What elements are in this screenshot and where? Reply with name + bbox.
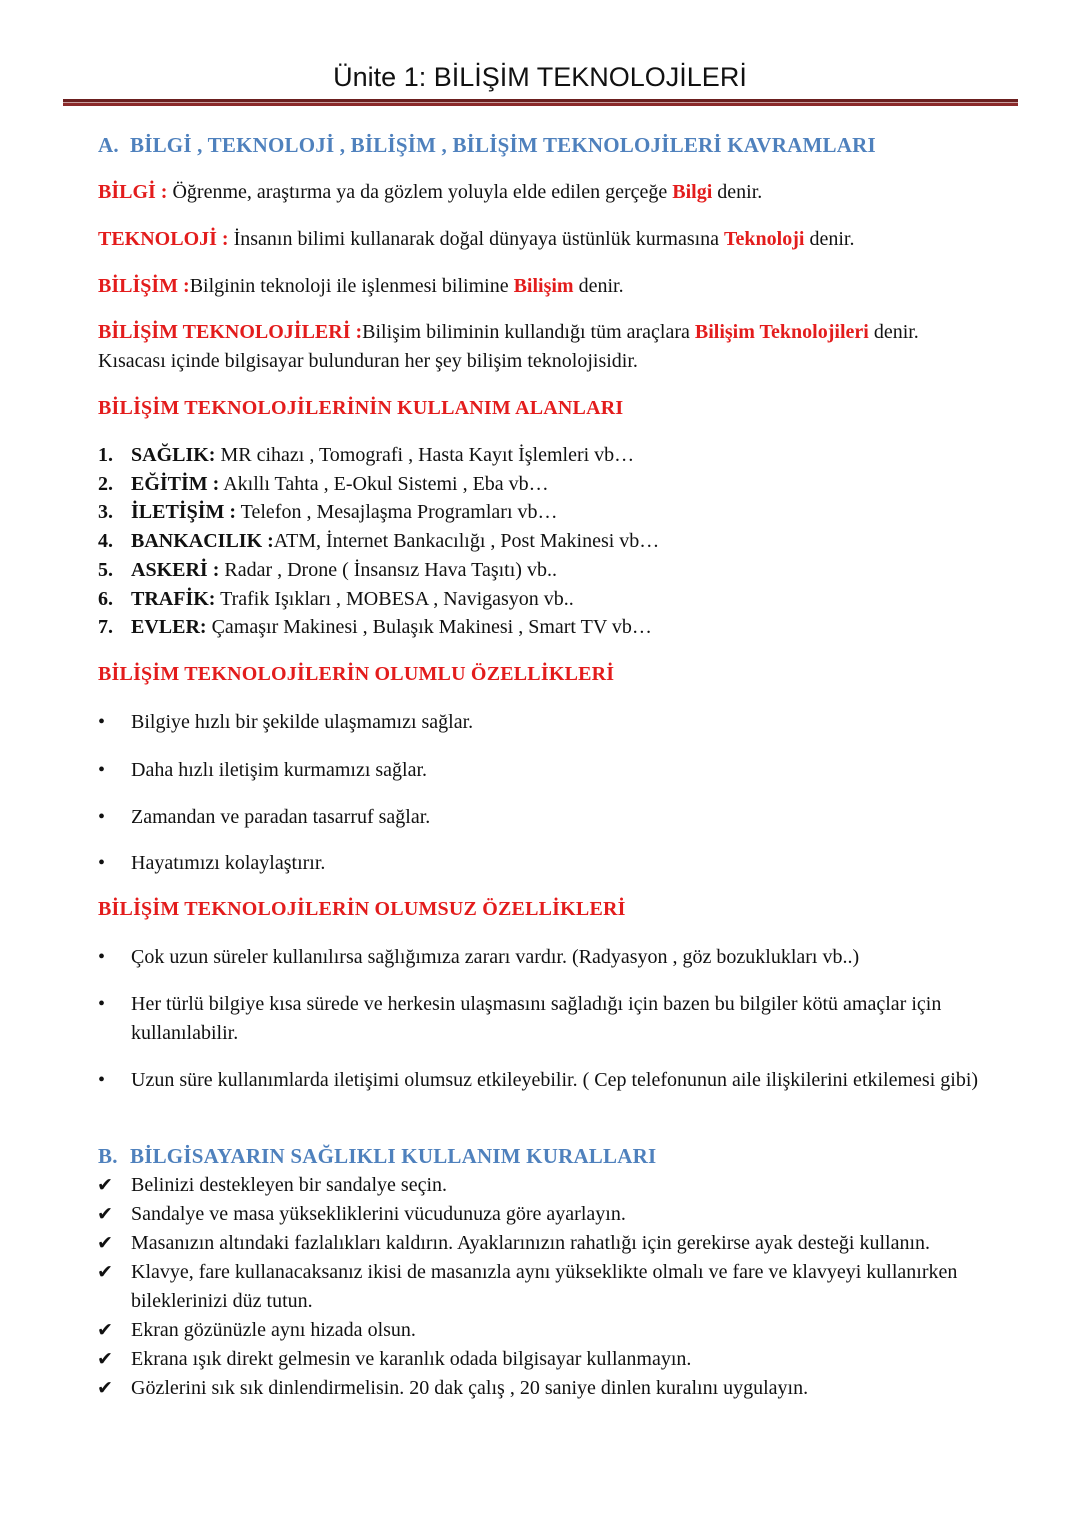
list-item: [98, 849, 1021, 878]
list-item-text: Gözlerini sık sık dinlendirmelisin. 20 dak çalış , 20 saniye dinlen kuralını uygulayın.: [131, 1377, 809, 1399]
usage-label: EVLER:: [131, 616, 207, 639]
definition-text: Bilginin teknoloji ile işlenmesi bilimine: [189, 275, 514, 297]
list-item: [98, 1171, 1018, 1200]
list-item: [98, 1316, 1018, 1345]
list-item-text: Ekran gözünüzle aynı hizada olsun.: [131, 1319, 416, 1341]
usage-text: Çamaşır Makinesi , Bulaşık Makinesi , Smart TV vb…: [206, 616, 652, 639]
list-item-text: Ekrana ışık direkt gelmesin ve karanlık odada bilgisayar kullanmayın.: [131, 1348, 692, 1370]
definition-highlight: Teknoloji: [724, 228, 805, 250]
list-item: [98, 1066, 1021, 1095]
list-item-text: Klavye, fare kullanacaksanız ikisi de masanızla aynı yükseklikte olmalı ve fare ve klavyeyi kullanırken bileklerinizi düz tutun.: [131, 1261, 958, 1312]
usage-label: ASKERİ :: [131, 558, 220, 581]
list-item-text: Zamandan ve paradan tasarruf sağlar.: [131, 806, 431, 828]
definition-teknoloji: [98, 225, 1018, 254]
checkmark-icon: ✔: [97, 1203, 113, 1225]
definition-end: denir.: [804, 228, 855, 250]
bullet-icon: •: [98, 993, 106, 1015]
list-number: 7.: [98, 616, 113, 639]
list-number: 3.: [98, 501, 113, 524]
checkmark-icon: ✔: [97, 1174, 113, 1196]
usage-label: TRAFİK:: [131, 587, 216, 610]
definition-text: İnsanın bilimi kullanarak doğal dünyaya üstünlük kurmasına: [233, 228, 725, 250]
list-item: [98, 613, 1018, 642]
list-item: [98, 990, 1021, 1048]
usage-label: İLETİŞİM :: [131, 501, 237, 524]
list-item: [98, 1374, 1018, 1403]
checkmark-icon: ✔: [97, 1261, 113, 1283]
bullet-icon: •: [98, 759, 106, 781]
usage-heading: BİLİŞİM TEKNOLOJİLERİNİN KULLANIM ALANLARI: [98, 397, 624, 419]
title-underline: [63, 99, 1018, 106]
list-item: [98, 1258, 1018, 1316]
list-item: [98, 1345, 1018, 1374]
usage-text: ATM, İnternet Bankacılığı , Post Makinesi vb…: [273, 530, 660, 553]
list-item-text: Masanızın altındaki fazlalıkları kaldırın. Ayaklarınızın rahatlığı için gerekirse ayak desteği kullanın.: [131, 1232, 931, 1254]
list-item: [98, 556, 1018, 585]
negative-heading: BİLİŞİM TEKNOLOJİLERİN OLUMSUZ ÖZELLİKLERİ: [98, 898, 626, 920]
usage-label: BANKACILIK :: [131, 530, 274, 553]
list-number: 5.: [98, 558, 113, 581]
section-b-title: BİLGİSAYARIN SAĞLIKLI KULLANIM KURALLARI: [130, 1144, 657, 1168]
usage-list: [98, 441, 1018, 642]
definition-end: denir.: [573, 275, 624, 297]
definition-end: denir.: [868, 321, 919, 343]
bullet-icon: •: [98, 806, 106, 828]
definition-highlight: Bilişim Teknolojileri: [694, 321, 869, 343]
section-a-title: BİLGİ , TEKNOLOJİ , BİLİŞİM , BİLİŞİM TEKNOLOJİLERİ KAVRAMLARI: [130, 133, 876, 157]
definition-bilisim: [98, 272, 1018, 301]
list-item-text: Daha hızlı iletişim kurmamızı sağlar.: [131, 759, 428, 781]
list-number: 4.: [98, 530, 113, 553]
checkmark-icon: ✔: [97, 1348, 113, 1370]
bullet-icon: •: [98, 711, 106, 733]
list-item-text: Her türlü bilgiye kısa sürede ve herkesin ulaşmasını sağladığı için bazen bu bilgiler kötü amaçlar için kullanılabilir.: [131, 993, 942, 1044]
definition-text: Bilişim biliminin kullandığı tüm araçlara: [362, 321, 695, 343]
section-b-heading: [98, 1144, 656, 1169]
list-item: [98, 1200, 1018, 1229]
list-item: [98, 943, 1021, 972]
checkmark-icon: ✔: [97, 1377, 113, 1399]
checkmark-icon: ✔: [97, 1319, 113, 1341]
definition-bilisim-teknolojileri: [98, 318, 1018, 376]
health-rules-list: [98, 1171, 1018, 1403]
checkmark-icon: ✔: [97, 1232, 113, 1254]
definition-highlight: Bilgi: [672, 181, 713, 203]
positive-heading: BİLİŞİM TEKNOLOJİLERİN OLUMLU ÖZELLİKLERİ: [98, 663, 615, 685]
list-item: [98, 756, 1021, 785]
bullet-icon: •: [98, 946, 106, 968]
usage-text: Telefon , Mesajlaşma Programları vb…: [236, 501, 558, 524]
list-item: [98, 441, 1018, 470]
definition-term: BİLGİ :: [98, 181, 173, 203]
list-number: 1.: [98, 444, 113, 466]
list-item: [98, 470, 1018, 499]
list-item: [98, 498, 1018, 527]
definition-term: TEKNOLOJİ :: [98, 228, 234, 250]
usage-text: MR cihazı , Tomografi , Hasta Kayıt İşlemleri vb…: [215, 444, 635, 466]
list-item-text: Çok uzun süreler kullanılırsa sağlığımıza zararı vardır. (Radyasyon , göz bozuklukları vb..): [131, 946, 860, 968]
bullet-icon: •: [98, 852, 106, 874]
list-item-text: Hayatımızı kolaylaştırır.: [131, 852, 326, 874]
usage-text: Trafik Işıkları , MOBESA , Navigasyon vb..: [215, 587, 574, 610]
list-number: 2.: [98, 472, 113, 495]
list-item-text: Sandalye ve masa yüksekliklerini vücudunuza göre ayarlayın.: [131, 1203, 626, 1225]
definition-end: denir.: [712, 181, 763, 203]
page-title: Ünite 1: BİLİŞİM TEKNOLOJİLERİ: [333, 62, 747, 92]
section-b-number: B.: [98, 1144, 118, 1168]
list-item: [98, 585, 1018, 614]
list-item: [98, 527, 1018, 556]
definition-extra: Kısacası içinde bilgisayar bulunduran her şey bilişim teknolojisidir.: [98, 350, 638, 372]
section-a-heading: [98, 133, 876, 158]
usage-text: Akıllı Tahta , E-Okul Sistemi , Eba vb…: [219, 472, 549, 495]
list-item: [98, 708, 1021, 737]
list-item: [98, 803, 1021, 832]
definition-bilgi: [98, 178, 1018, 207]
bullet-icon: •: [98, 1069, 106, 1091]
list-item-text: Uzun süre kullanımlarda iletişimi olumsuz etkileyebilir. ( Cep telefonunun aile ilişkilerini etkilemesi gibi): [131, 1069, 979, 1091]
definition-term: BİLİŞİM TEKNOLOJİLERİ :: [98, 321, 363, 343]
list-number: 6.: [98, 587, 113, 610]
definition-highlight: Bilişim: [513, 275, 574, 297]
definition-term: BİLİŞİM :: [98, 275, 190, 297]
list-item-text: Belinizi destekleyen bir sandalye seçin.: [131, 1174, 448, 1196]
usage-label: EĞİTİM :: [131, 472, 220, 495]
list-item-text: Bilgiye hızlı bir şekilde ulaşmamızı sağlar.: [131, 711, 474, 733]
usage-label: SAĞLIK:: [131, 444, 216, 466]
usage-text: Radar , Drone ( İnsansız Hava Taşıtı) vb..: [219, 558, 557, 581]
list-item: [98, 1229, 1018, 1258]
definition-text: Öğrenme, araştırma ya da gözlem yoluyla elde edilen gerçeğe: [172, 181, 673, 203]
section-a-number: A.: [98, 133, 119, 157]
